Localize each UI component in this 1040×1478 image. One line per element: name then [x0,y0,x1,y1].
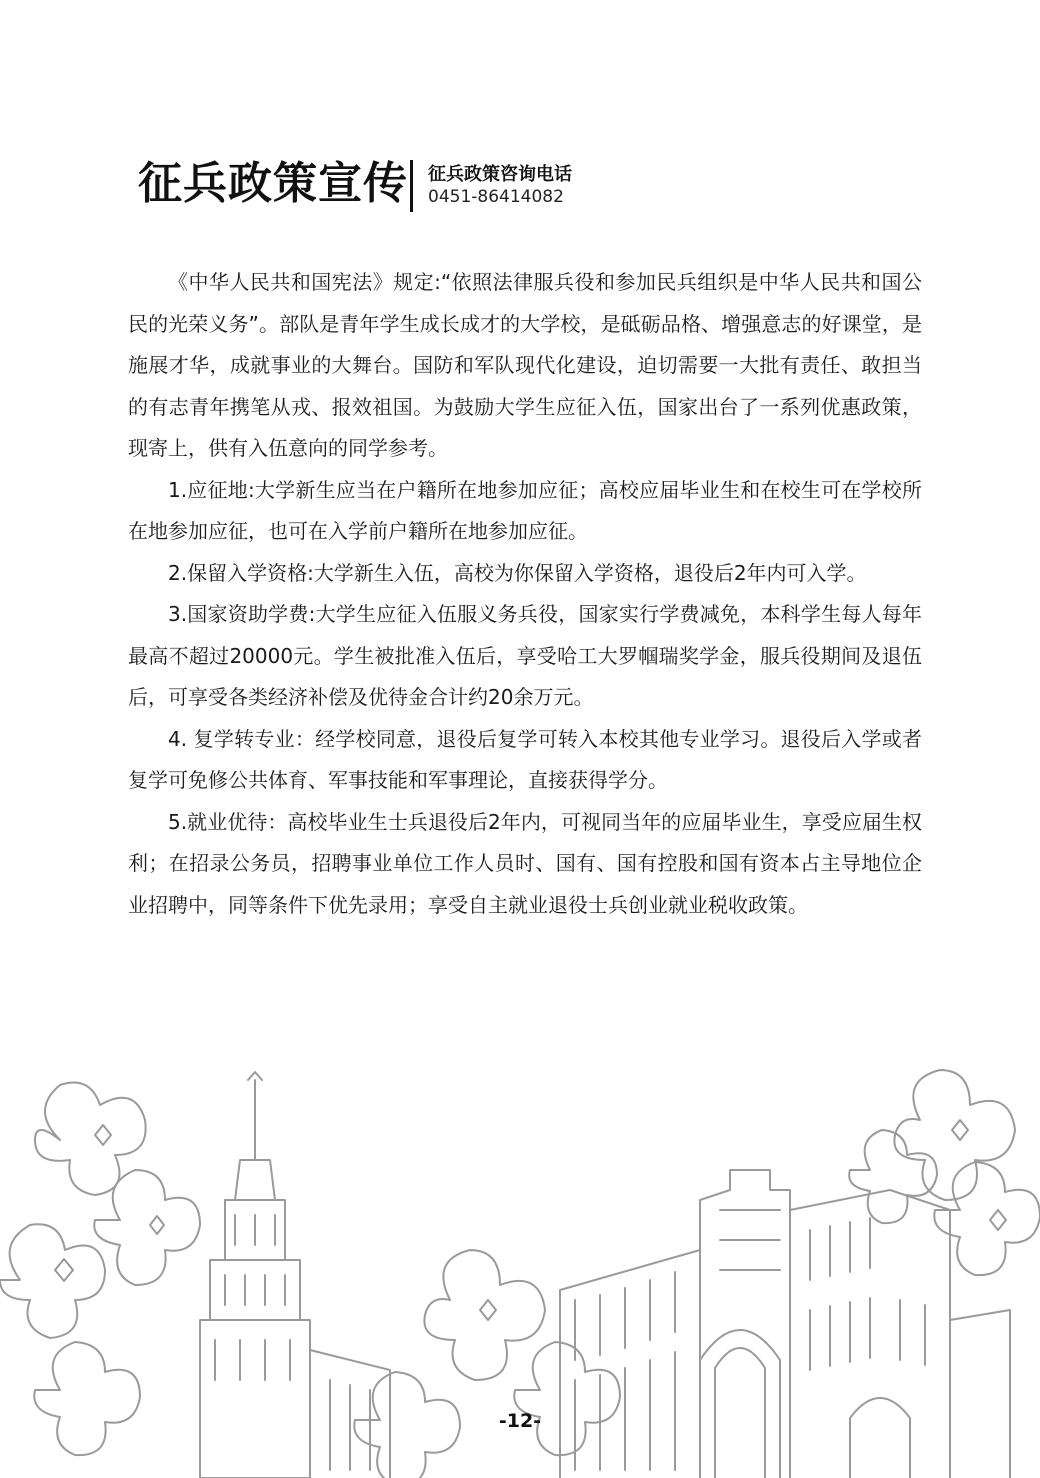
flower-icon [0,1224,105,1338]
hotline-block [428,164,572,208]
flower-icon [514,1342,620,1455]
intro-paragraph: 《中华人民共和国宪法》规定:“依照法律服兵役和参加民兵组织是中华人民共和国公民的光荣义务”。部队是青年学生成长成才的大学校，是砥砺品格、增强意志的好课堂，是施展才华，成就事业的大舞台。国防和军队现代化建设，迫切需要一大批有责任、敢担当的有志青年携笔从戎、报效祖国。为鼓励大学生应征入伍，国家出台了一系列优惠政策，现寄上，供有入伍意向的同学参考。 [128,270,922,460]
flower-icon [849,1130,937,1223]
flower-icon [424,1250,545,1380]
policy-item-tuition-aid: 3.国家资助学费:大学生应征入伍服义务兵役，国家实行学费减免，本科学生每人每年最高不超过20000元。学生被批准入伍后，享受哈工大罗帼瑞奖学金，服兵役期间及退伍后，可享受各类经济补偿及优待金合计约20余万元。 [128,602,922,709]
hotline-number: 0451-86414082 [428,187,564,207]
hotline-label: 征兵政策咨询电话 [428,164,572,185]
flower-icon [35,1083,146,1196]
flower-icon [94,1170,200,1285]
policy-item-employment: 5.就业优待：高校毕业生士兵退役后2年内，可视同当年的应届毕业生，享受应届生权利；在招录公务员，招聘事业单位工作人员时、国有、国有控股和国有资本占主导地位企业招聘中，同等条件下优先录用；享受自主就业退役士兵创业就业税收政策。 [128,809,922,917]
page-title: 征兵政策宣传 [138,158,408,209]
page-number: -12- [498,1410,542,1432]
policy-body [128,262,922,926]
policy-item-major-transfer: 4. 复学转专业：经学校同意，退役后复学可转入本校其他专业学习。退役后入学或者复学可免修公共体育、军事技能和军事理论，直接获得学分。 [128,726,922,792]
policy-item-enlistment-location: 1.应征地:大学新生应当在户籍所在地参加应征；高校应届毕业生和在校生可在学校所在地参加应征，也可在入学前户籍所在地参加应征。 [128,477,922,543]
policy-item-enrollment-retention: 2.保留入学资格:大学新生入伍，高校为你保留入学资格，退役后2年内可入学。 [168,560,867,585]
header-divider [410,160,413,212]
flower-icon [34,1342,140,1455]
